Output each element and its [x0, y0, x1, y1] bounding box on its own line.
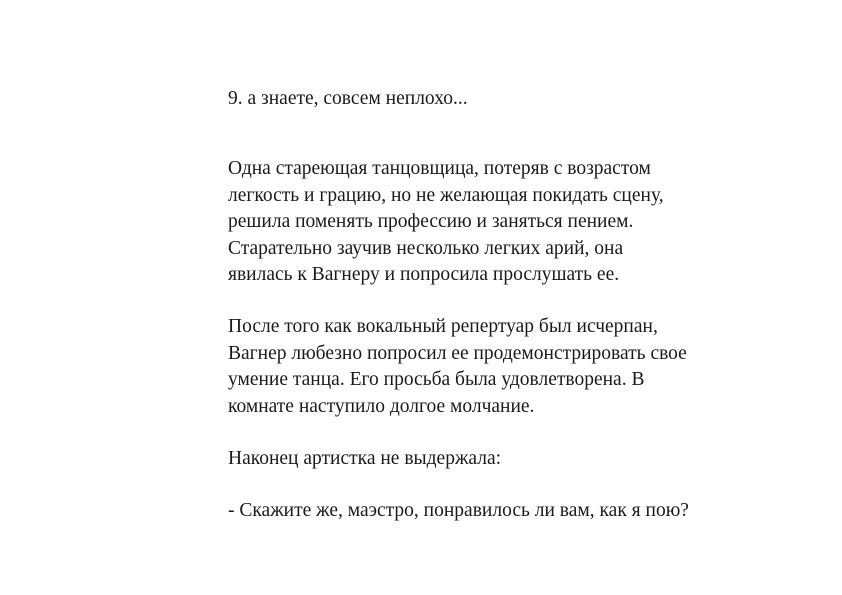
text-line: После того как вокальный репертуар был исчерпан,: [228, 316, 658, 338]
paragraph-spacing: [228, 420, 818, 446]
paragraph-4: [228, 498, 818, 524]
paragraph-spacing: [228, 472, 818, 498]
text-line: легкость и грацию, но не желающая покидать сцену,: [228, 184, 664, 206]
paragraph-2: [228, 314, 818, 420]
paragraph-1: [228, 156, 818, 288]
text-line: Одна стареющая танцовщица, потеряв с возрастом: [228, 158, 651, 180]
text-line: умение танца. Его просьба была удовлетворена. В: [228, 369, 645, 391]
text-block: [228, 86, 818, 525]
text-line: Наконец артистка не выдержала:: [228, 448, 502, 470]
text-line: Вагнер любезно попросил ее продемонстрировать свое: [228, 342, 687, 364]
text-line: явилась к Вагнеру и попросила прослушать ее.: [228, 264, 620, 286]
paragraph-spacing: [228, 288, 818, 314]
text-line: - Скажите же, маэстро, понравилось ли вам, как я пою?: [228, 500, 689, 522]
text-line: решила поменять профессию и заняться пением.: [228, 211, 634, 233]
text-line: Старательно заучив несколько легких арий, она: [228, 237, 624, 259]
page-title: 9. а знаете, совсем неплохо...: [228, 88, 468, 109]
paragraph-3: [228, 446, 818, 472]
text-line: комнате наступило долгое молчание.: [228, 395, 535, 417]
heading-spacing: [228, 112, 818, 156]
